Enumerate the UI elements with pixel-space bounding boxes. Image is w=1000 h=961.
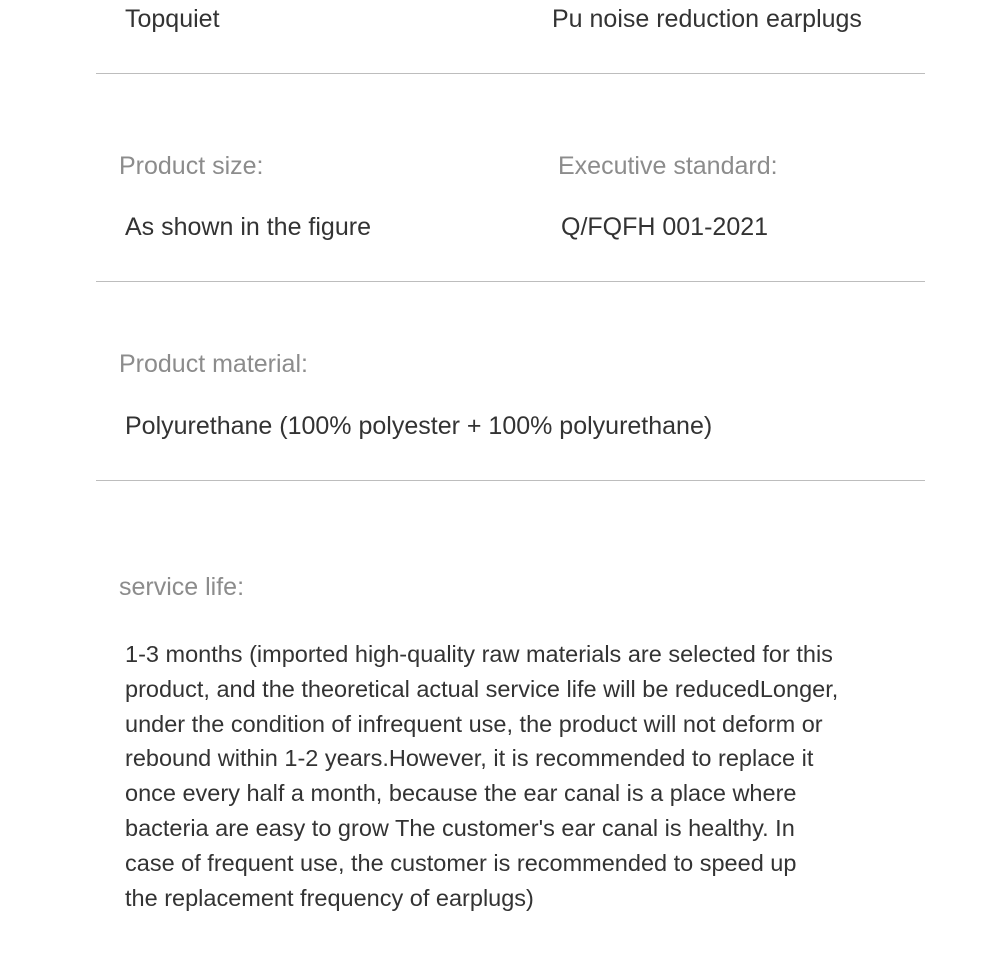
service-life-label: service life: (119, 573, 245, 601)
product-size-label: Product size: (119, 152, 264, 180)
product-name-value: Pu noise reduction earplugs (552, 5, 862, 33)
service-life-line: under the condition of infrequent use, the product will not deform or (125, 710, 823, 737)
divider (96, 281, 925, 282)
service-life-description (125, 637, 925, 915)
service-life-line: rebound within 1-2 years.However, it is recommended to replace it (125, 745, 814, 772)
service-life-line: bacteria are easy to grow The customer's ear canal is healthy. In (125, 814, 795, 841)
service-life-line: case of frequent use, the customer is recommended to speed up (125, 849, 797, 876)
executive-standard-value: Q/FQFH 001-2021 (561, 213, 769, 241)
service-life-line: once every half a month, because the ear canal is a place where (125, 780, 797, 807)
divider (96, 73, 925, 74)
executive-standard-label: Executive standard: (558, 152, 778, 180)
service-life-line: 1-3 months (imported high-quality raw materials are selected for this (125, 641, 833, 667)
service-life-line: the replacement frequency of earplugs) (125, 884, 534, 911)
product-size-value: As shown in the figure (125, 213, 371, 241)
divider (96, 480, 925, 481)
product-material-value: Polyurethane (100% polyester + 100% polyurethane) (125, 412, 713, 440)
service-life-line: product, and the theoretical actual service life will be reducedLonger, (125, 675, 839, 702)
brand-value: Topquiet (125, 5, 220, 33)
product-material-label: Product material: (119, 350, 308, 378)
